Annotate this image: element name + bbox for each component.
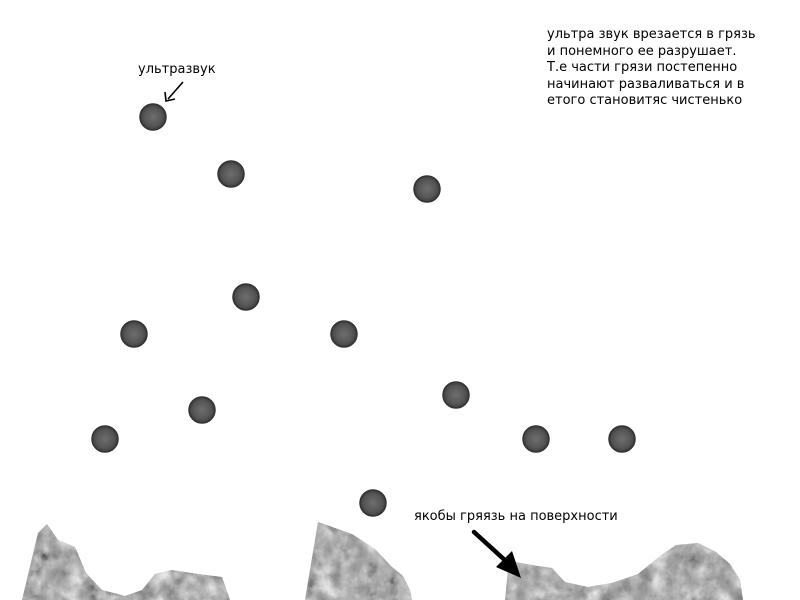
explanation-line: ультра звук врезается в грязь	[547, 27, 756, 42]
ultrasound-particles	[92, 104, 635, 516]
dirt-chunk-middle	[290, 500, 430, 600]
ultrasound-particle	[414, 176, 440, 202]
ultrasound-particle	[443, 382, 469, 408]
ultrasound-label: ультразвук	[138, 62, 216, 77]
dirt-arrow-icon	[474, 532, 521, 578]
explanation-line: начинают разваливаться и в	[547, 76, 745, 92]
explanation-line: и понемного ее разрушает.	[547, 43, 737, 59]
ultrasound-arrow-icon	[165, 82, 183, 101]
ultrasound-particle	[609, 426, 635, 452]
dirt-surface-label: якобы гряязь на поверхности	[414, 509, 618, 524]
dirt-chunk-right	[490, 520, 760, 600]
ultrasound-particle	[360, 490, 386, 516]
ultrasound-particle	[189, 397, 215, 423]
explanation-text	[547, 27, 756, 110]
ultrasound-particle	[331, 321, 357, 347]
dirt-chunk-left	[0, 500, 260, 600]
ultrasound-particle	[92, 426, 118, 452]
ultrasound-particle	[233, 284, 259, 310]
ultrasound-particle	[218, 161, 244, 187]
ultrasound-particle	[121, 321, 147, 347]
explanation-line: Т.е части грязи постепенно	[547, 60, 738, 75]
ultrasound-particle	[523, 426, 549, 452]
ultrasound-particle	[140, 104, 166, 130]
explanation-line: етого становитяс чистенько	[547, 93, 743, 108]
